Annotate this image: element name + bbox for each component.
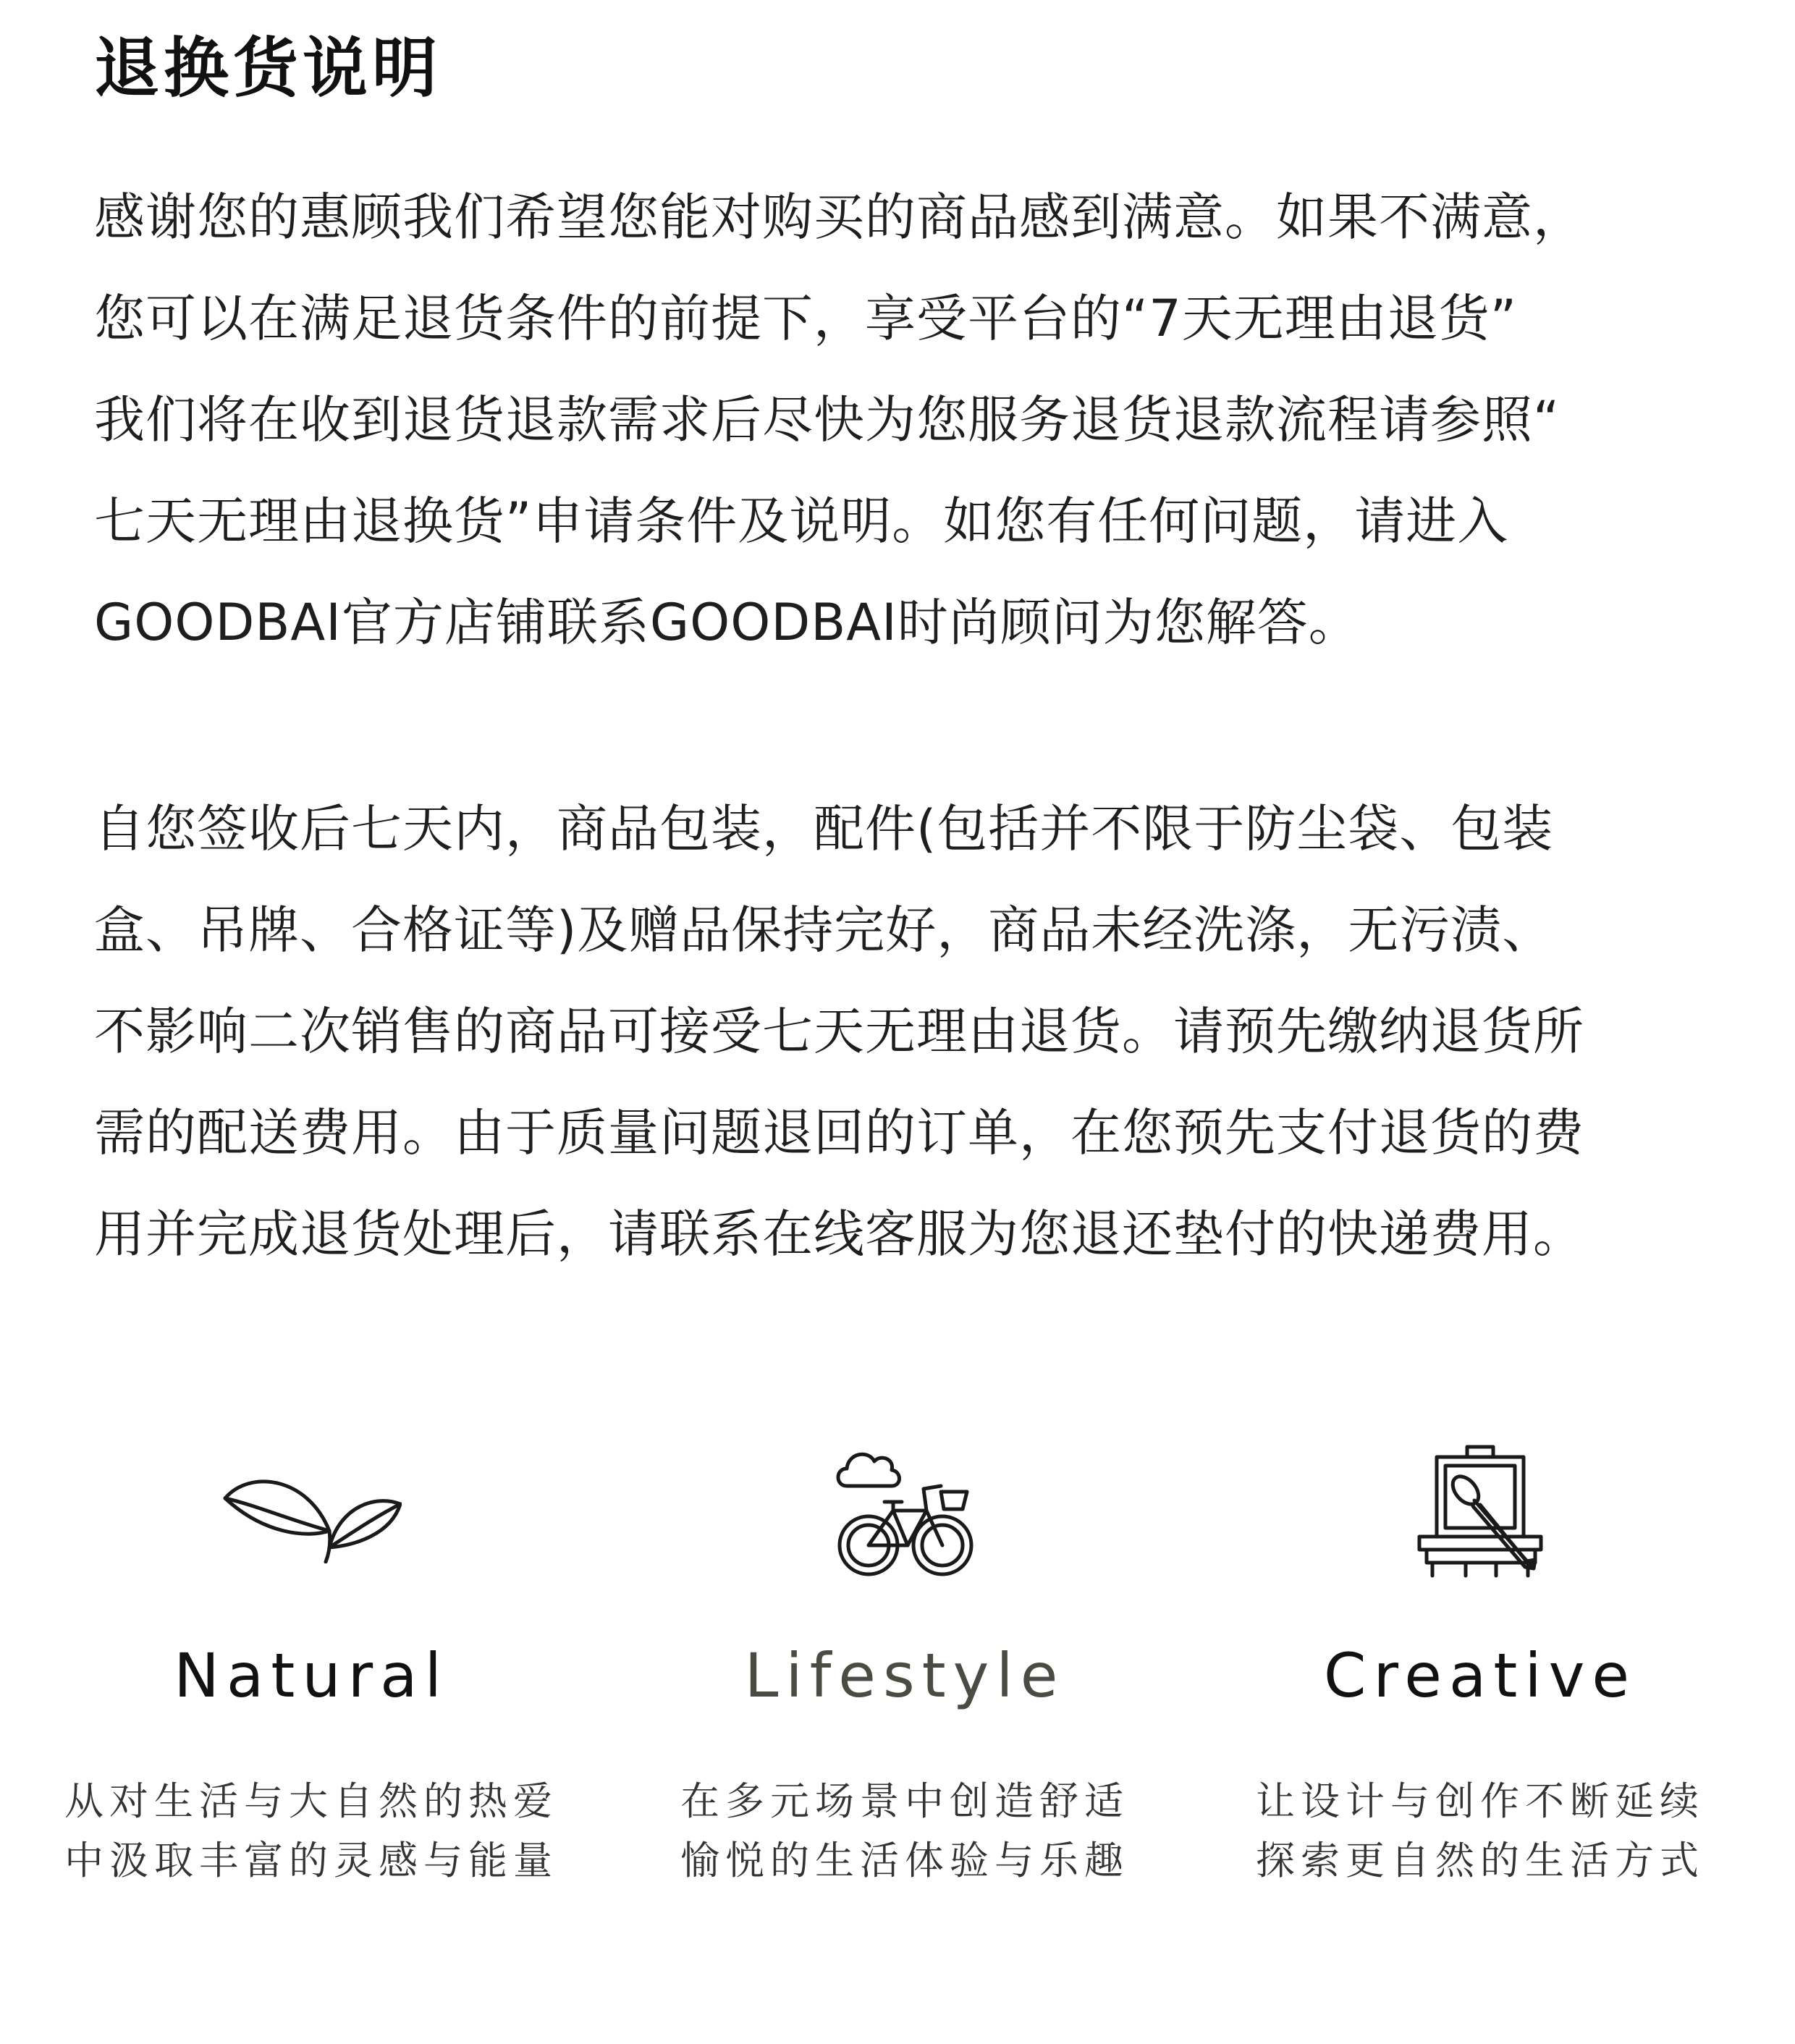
easel-icon [1364,1440,1596,1585]
paragraph-line: 自您签收后七天内，商品包装，配件(包括并不限于防尘袋、包装 [94,799,1554,858]
return-policy-paragraph-1 [94,166,1701,673]
feature-title: Natural [174,1640,449,1711]
bicycle-icon [789,1440,1021,1585]
feature-title: Lifestyle [744,1640,1065,1711]
paragraph-line: 七天无理由退换货”申请条件及说明。如您有任何问题，请进入 [94,491,1509,551]
feature-title: Creative [1323,1640,1637,1711]
feature-description-line: 在多元场景中创造舒适 [680,1778,1129,1824]
leaf-icon [195,1440,427,1585]
paragraph-line: 需的配送费用。由于质量问题退回的订单，在您预先支付退货的费 [94,1103,1584,1162]
return-policy-paragraph-2 [94,778,1701,1285]
feature-description-line: 中汲取丰富的灵感与能量 [64,1838,558,1883]
paragraph-line: 用并完成退货处理后，请联系在线客服为您退还垫付的快递费用。 [94,1204,1584,1264]
feature-description [1191,1772,1770,1891]
paragraph-line: 感谢您的惠顾我们希望您能对购买的商品感到满意。如果不满意， [94,187,1584,247]
feature-description [615,1772,1194,1891]
paragraph-line: 我们将在收到退货退款需求后尽快为您服务退货退款流程请参照“ [94,390,1560,449]
feature-description-line: 让设计与创作不断延续 [1256,1778,1705,1824]
feature-description [22,1772,601,1891]
paragraph-line: 盒、吊牌、合格证等)及赠品保持完好，商品未经洗涤，无污渍、 [94,900,1554,960]
feature-lifestyle [615,1440,1194,1891]
feature-description-line: 从对生活与大自然的热爱 [64,1778,558,1824]
feature-natural [22,1440,601,1891]
page-title: 退换货说明 [94,30,442,106]
paragraph-line: 不影响二次销售的商品可接受七天无理由退货。请预先缴纳退货所 [94,1002,1584,1061]
paragraph-line: 您可以在满足退货条件的前提下，享受平台的“7天无理由退货” [94,289,1518,348]
feature-creative [1191,1440,1770,1891]
paragraph-line: GOODBAI官方店铺联系GOODBAI时尚顾问为您解答。 [94,593,1360,652]
feature-description-line: 探索更自然的生活方式 [1256,1838,1705,1883]
feature-description-line: 愉悦的生活体验与乐趣 [680,1838,1129,1883]
